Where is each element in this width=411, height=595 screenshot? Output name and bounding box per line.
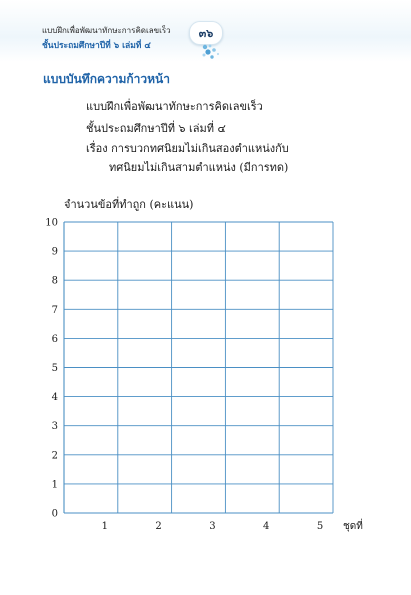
chart-y-axis-label: จำนวนข้อที่ทำถูก (คะแนน) [64,198,194,211]
x-tick-label: 3 [209,521,216,532]
y-tick-label: 0 [51,508,58,520]
y-tick-label: 2 [51,450,58,462]
x-tick-label: 5 [316,521,324,532]
page-title: แบบบันทึกความก้าวหน้า [43,72,170,86]
info-book-title: แบบฝึกเพื่อพัฒนาทักษะการคิดเลขเร็ว [86,100,263,113]
y-tick-label: 8 [51,275,58,287]
info-grade-volume: ชั้นประถมศึกษาปีที่ ๖ เล่มที่ ๔ [86,122,226,135]
x-tick-label: 2 [155,521,162,532]
y-tick-label: 1 [51,479,58,491]
x-tick-label: 1 [101,521,108,532]
page-number: ๓๖ [198,27,214,40]
y-tick-label: 9 [51,246,58,258]
chart-x-axis-label: ชุดที่ [343,521,363,532]
x-tick-label: 4 [263,521,270,532]
y-tick-label: 6 [51,333,58,345]
chart-ticks [45,218,323,533]
y-tick-label: 5 [51,363,58,374]
header-book-title: แบบฝึกเพื่อพัฒนาทักษะการคิดเลขเร็ว [42,26,171,35]
info-topic: เรื่อง การบวกทศนิยมไม่เกินสองตำแหน่งกับ [86,142,289,155]
y-tick-label: 10 [45,217,58,229]
info-topic-continued: ทศนิยมไม่เกินสามตำแหน่ง (มีการทด) [109,161,289,174]
header-grade-volume: ชั้นประถมศึกษาปีที่ ๖ เล่มที่ ๔ [42,41,151,51]
y-tick-label: 3 [51,421,58,433]
y-tick-label: 7 [51,304,58,316]
chart-grid [64,222,333,513]
y-tick-label: 4 [51,392,58,404]
